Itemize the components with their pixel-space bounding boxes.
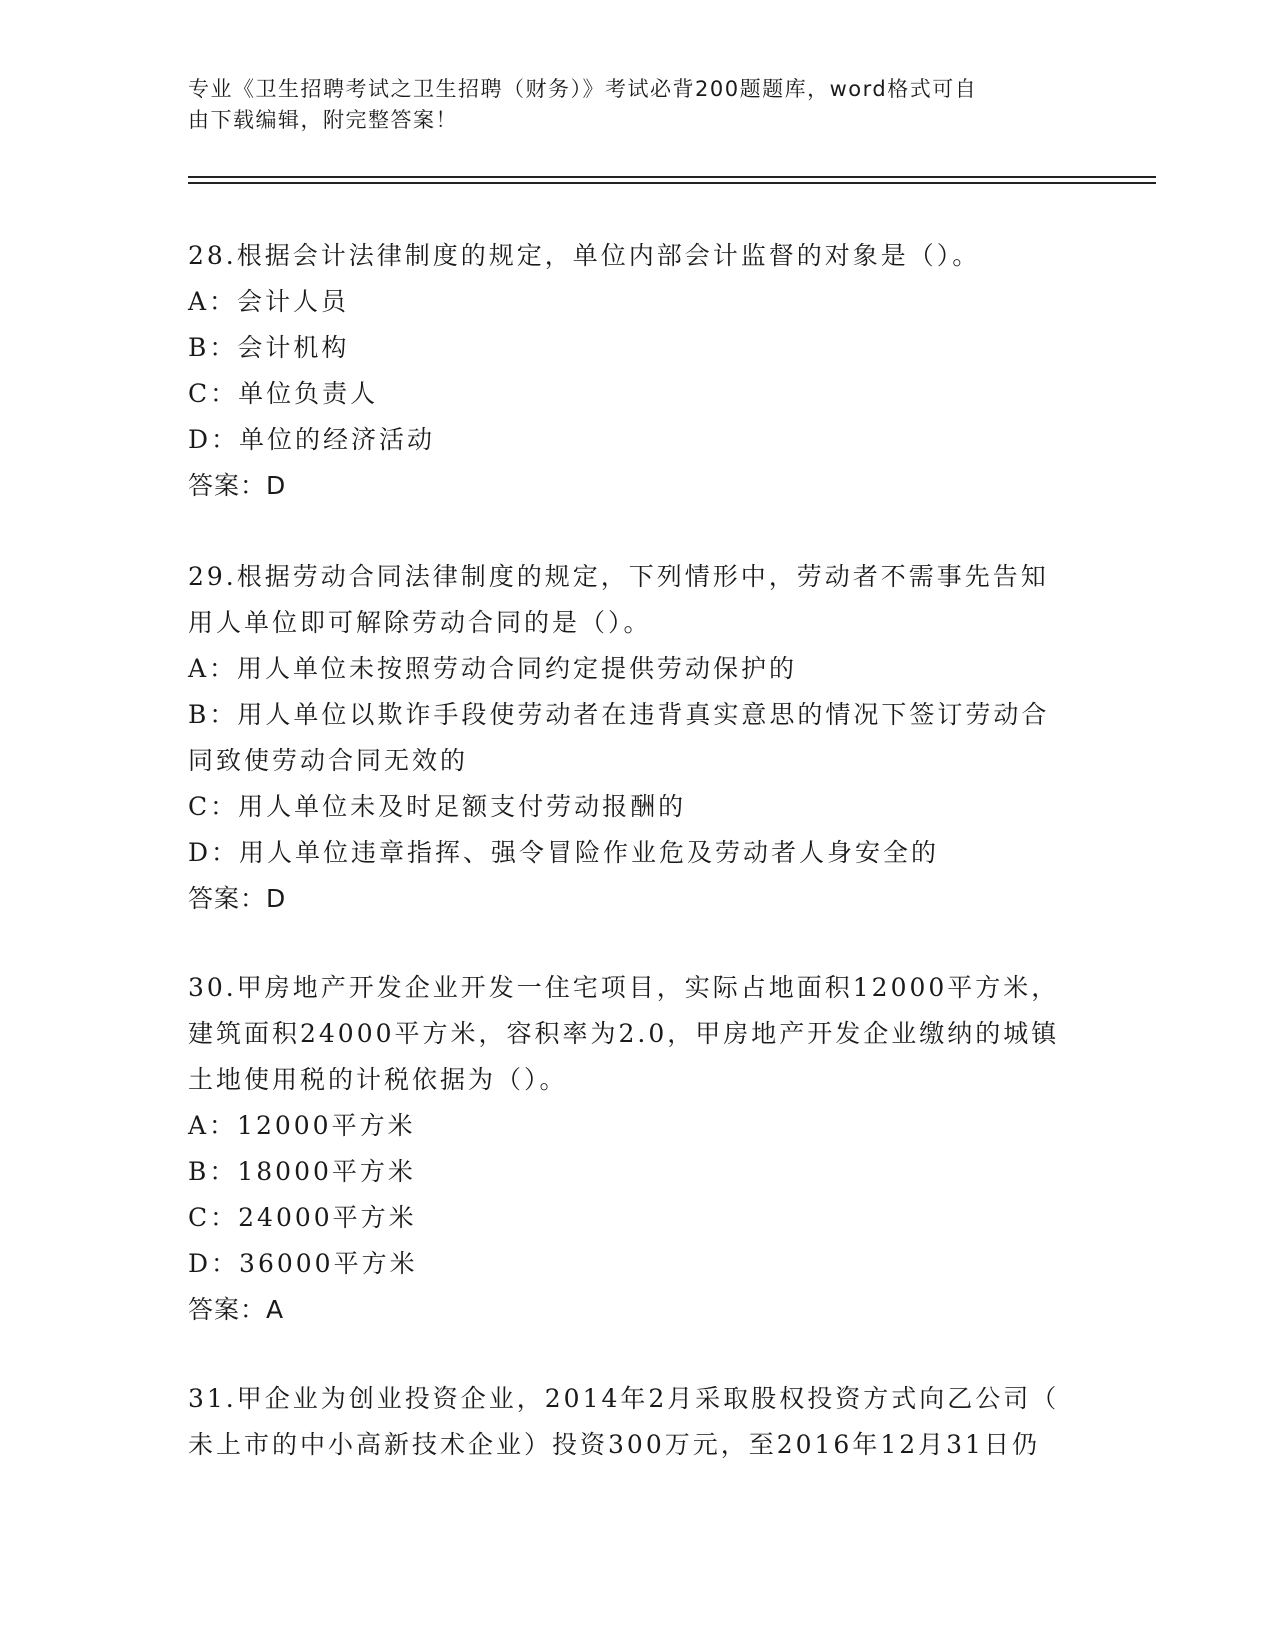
question-stem: 用人单位即可解除劳动合同的是（）。 (188, 608, 652, 637)
option-a: A：12000平方米 (188, 1111, 416, 1140)
question-stem: 29.根据劳动合同法律制度的规定，下列情形中，劳动者不需事先告知 (188, 562, 1049, 591)
answer-label: 答案：D (188, 884, 287, 913)
answer-label: 答案：A (188, 1295, 285, 1324)
option-c: C：用人单位未及时足额支付劳动报酬的 (188, 792, 687, 821)
question-stem: 30.甲房地产开发企业开发一住宅项目，实际占地面积12000平方米， (188, 973, 1060, 1002)
header-divider (188, 182, 1156, 184)
question-stem: 土地使用税的计税依据为（）。 (188, 1065, 568, 1094)
option-c: C：单位负责人 (188, 379, 379, 408)
document-header (188, 74, 1088, 136)
option-b: B：18000平方米 (188, 1157, 416, 1186)
question-31 (188, 1376, 1088, 1468)
question-stem: 28.根据会计法律制度的规定，单位内部会计监督的对象是（）。 (188, 241, 981, 270)
question-stem: 未上市的中小高新技术企业）投资300万元，至2016年12月31日仍 (188, 1430, 1040, 1459)
question-28 (188, 233, 1088, 509)
question-30 (188, 965, 1088, 1333)
option-a: A：会计人员 (188, 287, 350, 316)
option-c: C：24000平方米 (188, 1203, 417, 1232)
option-b-continued: 同致使劳动合同无效的 (188, 746, 469, 775)
option-b: B：会计机构 (188, 333, 350, 362)
option-d: D：用人单位违章指挥、强令冒险作业危及劳动者人身安全的 (188, 838, 940, 867)
question-stem: 建筑面积24000平方米，容积率为2.0，甲房地产开发企业缴纳的城镇 (188, 1019, 1060, 1048)
header-line: 由下载编辑，附完整答案！ (188, 108, 458, 132)
question-stem: 31.甲企业为创业投资企业，2014年2月采取股权投资方式向乙公司（ (188, 1384, 1060, 1413)
answer-label: 答案：D (188, 471, 287, 500)
option-a: A：用人单位未按照劳动合同约定提供劳动保护的 (188, 654, 798, 683)
header-divider (188, 176, 1156, 178)
question-29 (188, 554, 1088, 922)
header-line: 专业《卫生招聘考试之卫生招聘（财务）》考试必背200题题库，word格式可自 (188, 77, 978, 101)
option-d: D：36000平方米 (188, 1249, 418, 1278)
option-b: B：用人单位以欺诈手段使劳动者在违背真实意思的情况下签订劳动合 (188, 700, 1050, 729)
option-d: D：单位的经济活动 (188, 425, 436, 454)
